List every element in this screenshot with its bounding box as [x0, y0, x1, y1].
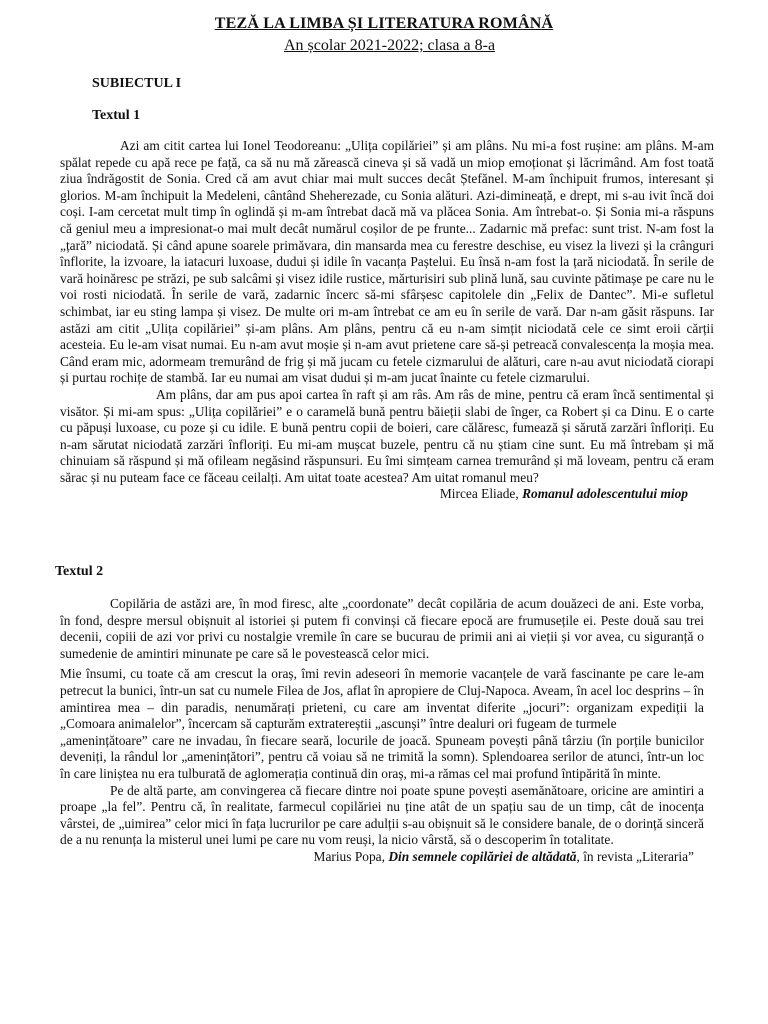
text2-source: , în revista „Literaria” — [576, 848, 694, 864]
text1-heading: Textul 1 — [92, 108, 141, 123]
text1-paragraph: Azi am citit cartea lui Ionel Teodoreanu: „Ulița copilăriei” și am plâns. Nu mi-a fost rușine: am plâns. M-am spălat repede cu apă rece pe față, ca să nu mă zărească cineva și să vadă un miop emoționat și lăcrimând. Am fost toată ziua îndrăgostit de Sonia. Cred că am avut chiar mai mult succes decât Ștefănel. M-am închipuit frumos, interesant și glorios. M-am închipuit la Medeleni, cântând Sheherezade, cu Sonia alături. Azi-dimineață, e drept, mi s-au ivit încă doi coși. I-am cercetat mult timp în oglindă și m-am întrebat dacă mă va plăcea Sonia. Am întrebat-o. Și Sonia mi-a răspuns că geniul meu a impresionat-o mai mult decât numărul coșilor de pe frunte... Zadarnic mă prefac: sunt trist. N-am fost la „țară” niciodată. Și când apune soarele primăvara, din mansarda mea cu ferestre deschise, eu visez la livezi și la crânguri înflorite, la izvoare, la iatacuri luxoase, dudui și idile în vacanța Paștelui. Eu însă n-am fost la țară niciodată. În serile de vară hoinăresc pe străzi, pe sub salcâmi și visez idile rustice, mărturisiri sub plină lună, sau cuvinte pătimașe pe care nu le voi rosti niciodată. În serile de vară, zadarnic încerc să-mi sfârșesc capitolele din „Felix de Dantec”. Mi-e sufletul schimbat, iar eu sting lampa și visez. De multe ori m-am întrebat ce am eu în serile de vară. Dar n-am găsit răspuns. Iar astăzi am citit „Ulița copilăriei” și-am plâns. Am plâns, pentru că eu n-am simțit niciodată cele ce simt eroii cărții acesteia. Eu le-am visat numai. Eu n-am avut moșie și n-am avut prietene care să-și petreacă convalescența la moșia mea. Când eram mic, adormeam tremurând de frig și mă jucam cu fetele cizmarului de alături, care n-au avut niciodată ciorapi și purtau rochițe de stambă. Iar eu numai am visat dudui și m-am jucat înainte cu fetele cizmarului. — [60, 138, 714, 386]
text1-body — [60, 138, 714, 503]
text1-signature — [60, 486, 714, 503]
subject-heading: SUBIECTUL I — [92, 76, 182, 91]
text2-author: Marius Popa, — [313, 848, 385, 864]
text2-paragraph: Copilăria de astăzi are, în mod firesc, alte „coordonate” decât copilăria de acum douăzeci de ani. Este vorba, în fond, despre mersul obișnuit al istoriei și putem fi convinși că fiecare epocă are frumusețile ei. Peste două sau trei decenii, copiii de azi vor privi cu nostalgie vremile în care se bucurau de primii ani ai vieții și vor avea, cu siguranță o sumedenie de amintiri minunate pe care să le povestească celor mici. — [60, 596, 704, 661]
text2-paragraph: Pe de altă parte, am convingerea că fiecare dintre noi poate spune povești asemănătoare, oricine are amintiri a proape „la fel”. Pentru că, în realitate, farmecul copilăriei nu ține atât de un spațiu sau de un timp, cât de inocența vârstei, de „uimirea” celor mici în fața lucrurilor pe care adulții s-au obișnuit să le considere banale, de o dorință sinceră de a nu renunța la misterul unei lumi pe care nu vom reuși, la nicio vârstă, să o descoperim în totalitate. — [60, 782, 704, 848]
text2-paragraph: „amenințătoare” care ne invadau, în fiecare seară, locurile de joacă. Spuneam povești până târziu (în porțile bunicilor deveniți, la rândul lor „amenințători”, pentru că voiau să ne trimită la somn). Splendoarea serilor de atunci, într-un loc în care liniștea nu era tulburată de aglomerația continuă din oraș, mi-a rămas cel mai profund întipărită în minte. — [60, 732, 704, 781]
text1-author: Mircea Eliade, — [439, 486, 519, 502]
text2-paragraph: Mie însumi, cu toate că am crescut la oraș, îmi revin adeseori în memorie vacanțele de vară fascinante pe care le-am petrecut la bunici, într-un sat cu numele Filea de Jos, aflat în apropiere de Cluj-Napoca. Aveam, în acel loc desprins – în amintirea mea – din paradis, nenumărați prieteni, cu care am inventat diferite „jocuri”: organizam expediții la „Comoara animalelor”, încercam să capturăm extratereștii „ascunși” între dealuri ori fugeam de turmele — [60, 666, 704, 732]
text1-work-title: Romanul adolescentului miop — [522, 486, 688, 502]
text2-work-title: Din semnele copilăriei de altădată — [388, 848, 577, 864]
text2-heading: Textul 2 — [55, 564, 104, 579]
text2-body — [60, 596, 704, 866]
page-title: TEZĂ LA LIMBA ȘI LITERATURA ROMÂNĂ — [214, 15, 554, 32]
page-subtitle: An școlar 2021-2022; clasa a 8-a — [284, 37, 496, 54]
text1-paragraph: Am plâns, dar am pus apoi cartea în raft și am râs. Am râs de mine, pentru că eram încă sentimental și visător. Și mi-am spus: „Ulița copilăriei” e o caramelă bună pentru băieții slabi de înger, ca Robert și ca Dinu. E o carte cu păpuși luxoase, cu poze și cu idile. E bună pentru copii de boieri, care călăresc, fumează și sărută zarzări înfloriți. Eu n-am sărutat niciodată zarzări înfloriți. Eu mi-am mușcat buzele, pentru că nu știam cine sunt. Eu mă întrebam și mă chinuiam să răspund și mă ofileam negăsind răspunsuri. Eu îmi simțeam carnea tremurând și mă loveam, pentru că eram sărac și nu puteam face ce făceau ceilalți. Am uitat toate acestea? Am uitat romanul meu? — [60, 386, 714, 485]
text2-signature — [60, 849, 704, 866]
